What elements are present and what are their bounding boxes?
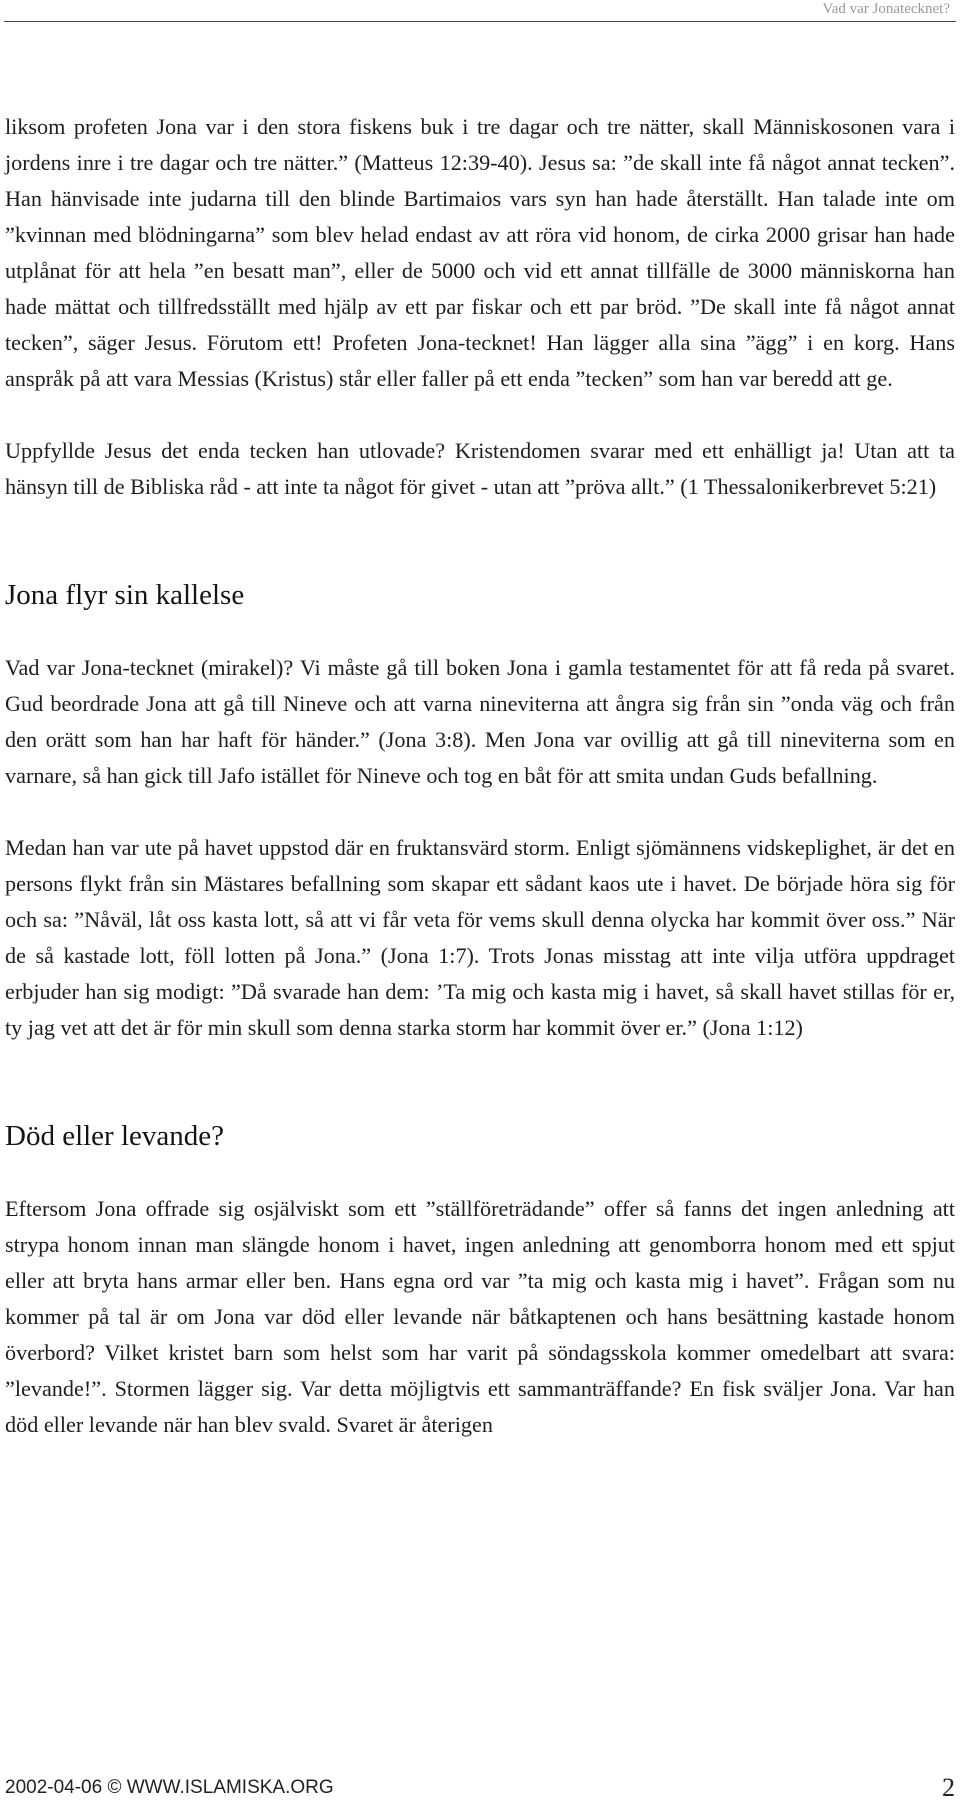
section-heading: Död eller levande? xyxy=(5,1120,225,1152)
paragraph: Vad var Jona-tecknet (mirakel)? Vi måste gå till boken Jona i gamla testamentet för att få reda på svaret. Gud beordrade Jona att gå till Nineve och att varna nineviterna att ångra sig från sin ”onda väg och från den orätt som han har haft för händer.” (Jona 3:8). Men Jona var ovillig att gå till nineviterna som en varnare, så han gick till Jafo istället för Nineve och tog en båt för att smita undan Guds befallning. xyxy=(5,655,955,788)
header-divider xyxy=(4,21,956,22)
footer-text: 2002-04-06 © WWW.ISLAMISKA.ORG xyxy=(5,1777,334,1798)
document-body xyxy=(5,109,955,1443)
page-number: 2 xyxy=(942,1773,955,1802)
paragraph: Medan han var ute på havet uppstod där en fruktansvärd storm. Enligt sjömännens vidskeplighet, är det en persons flykt från sin Mästares befallning som skapar ett sådant kaos ute i havet. De började höra sig för och sa: ”Nåväl, låt oss kasta lott, så att vi får veta för vems skull denna olycka har kommit över oss.” När de så kastade lott, föll lotten på Jona.” (Jona 1:7). Trots Jonas misstag att inte vilja utföra uppdraget erbjuder han sig modigt: ”Då svarade han dem: ’Ta mig och kasta mig i havet, så skall havet stillas för er, ty jag vet att det är för min skull som denna starka storm har kommit över er.” (Jona 1:12) xyxy=(5,835,955,1040)
paragraph: Eftersom Jona offrade sig osjälviskt som ett ”ställföreträdande” offer så fanns det ingen anledning att strypa honom innan man slängde honom i havet, ingen anledning att genomborra honom med ett spjut eller att bryta hans armar eller ben. Hans egna ord var ”ta mig och kasta mig i havet”. Frågan som nu kommer på tal är om Jona var död eller levande när båtkaptenen och hans besättning kastade honom överbord? Vilket kristet barn som helst som har varit på söndagsskola kommer omedelbart att svara: ”levande!”. Stormen lägger sig. Var detta möjligtvis ett sammanträffande? En fisk sväljer Jona. Var han död eller levande när han blev svald. Svaret är återigen xyxy=(5,1196,955,1437)
page-footer xyxy=(5,1773,955,1802)
running-title: Vad var Jonatecknet? xyxy=(822,1,950,17)
paragraph: liksom profeten Jona var i den stora fiskens buk i tre dagar och tre nätter, skall Människosonen vara i jordens inre i tre dagar och tre nätter.” (Matteus 12:39-40). Jesus sa: ”de skall inte få något annat tecken”. Han hänvisade inte judarna till den blinde Bartimaios vars syn han hade återställt. Han talade inte om ”kvinnan med blödningarna” som blev helad endast av att röra vid honom, de cirka 2000 grisar han hade utplånat för att hela ”en besatt man”, eller de 5000 och vid ett annat tillfälle de 3000 människorna han hade mättat och tillfredsställt med hjälp av ett par fiskar och ett par bröd. ”De skall inte få något annat tecken”, säger Jesus. Förutom ett! Profeten Jona-tecknet! Han lägger alla sina ”ägg” i en korg. Hans anspråk på att vara Messias (Kristus) står eller faller på ett enda ”tecken” som han var beredd att ge. xyxy=(5,114,955,391)
section-heading: Jona flyr sin kallelse xyxy=(5,579,245,611)
paragraph: Uppfyllde Jesus det enda tecken han utlovade? Kristendomen svarar med ett enhälligt ja! Utan att ta hänsyn till de Bibliska råd - att inte ta något för givet - utan att ”pröva allt.” (1 Thessalonikerbrevet 5:21) xyxy=(5,438,955,499)
running-header xyxy=(0,0,950,18)
